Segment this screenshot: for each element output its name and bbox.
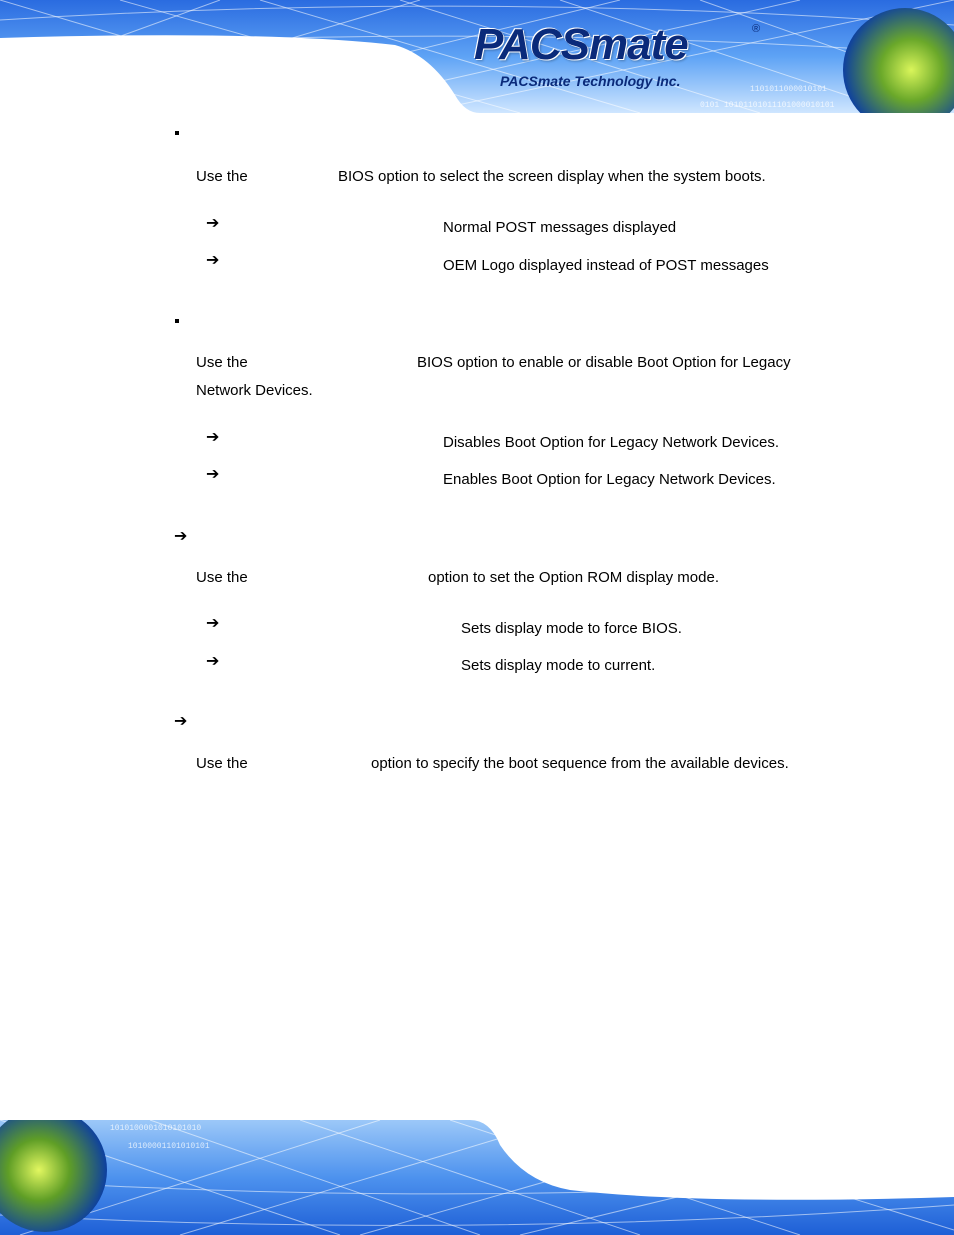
section-body-text: option to specify the boot sequence from the available devices. <box>371 755 789 772</box>
arrow-icon: ➔ <box>206 213 220 232</box>
brand-subtitle: PACSmate Technology Inc. <box>500 73 681 89</box>
option-description: Disables Boot Option for Legacy Network Devices. <box>443 434 779 451</box>
square-bullet <box>175 319 179 323</box>
brand-logo: PACSmate <box>474 20 688 69</box>
section-body-text: BIOS option to select the screen display when the system boots. <box>338 168 766 185</box>
option-description: OEM Logo displayed instead of POST messages <box>443 257 769 274</box>
arrow-icon: ➔ <box>206 651 220 670</box>
option-description: Sets display mode to force BIOS. <box>461 620 682 637</box>
section-body-text: option to set the Option ROM display mode. <box>428 569 719 586</box>
page-footer-banner <box>0 1120 954 1235</box>
section-body-prefix: Use the <box>196 569 248 586</box>
footer-binary-text: 1010100001010101010 <box>110 1124 202 1133</box>
footer-graphic <box>0 1120 954 1235</box>
option-description: Enables Boot Option for Legacy Network Devices. <box>443 471 776 488</box>
section-body-text-continued: Network Devices. <box>196 382 313 399</box>
arrow-icon: ➔ <box>206 464 220 483</box>
arrow-icon: ➔ <box>174 526 188 545</box>
section-body-prefix: Use the <box>196 168 248 185</box>
arrow-icon: ➔ <box>206 427 220 446</box>
header-binary-text: 1101011000010101 <box>750 85 827 94</box>
option-description: Sets display mode to current. <box>461 657 656 674</box>
arrow-icon: ➔ <box>206 613 220 632</box>
section-body-prefix: Use the <box>196 755 248 772</box>
section-body-text: BIOS option to enable or disable Boot Option for Legacy <box>417 354 791 371</box>
section-body-prefix: Use the <box>196 354 248 371</box>
arrow-icon: ➔ <box>174 711 188 730</box>
registered-mark: ® <box>752 23 761 35</box>
footer-binary-text: 10100001101010101 <box>128 1142 210 1151</box>
header-binary-text: 0101 10101101011101000010101 <box>700 101 835 110</box>
option-description: Normal POST messages displayed <box>443 219 677 236</box>
square-bullet <box>175 131 179 135</box>
arrow-icon: ➔ <box>206 250 220 269</box>
